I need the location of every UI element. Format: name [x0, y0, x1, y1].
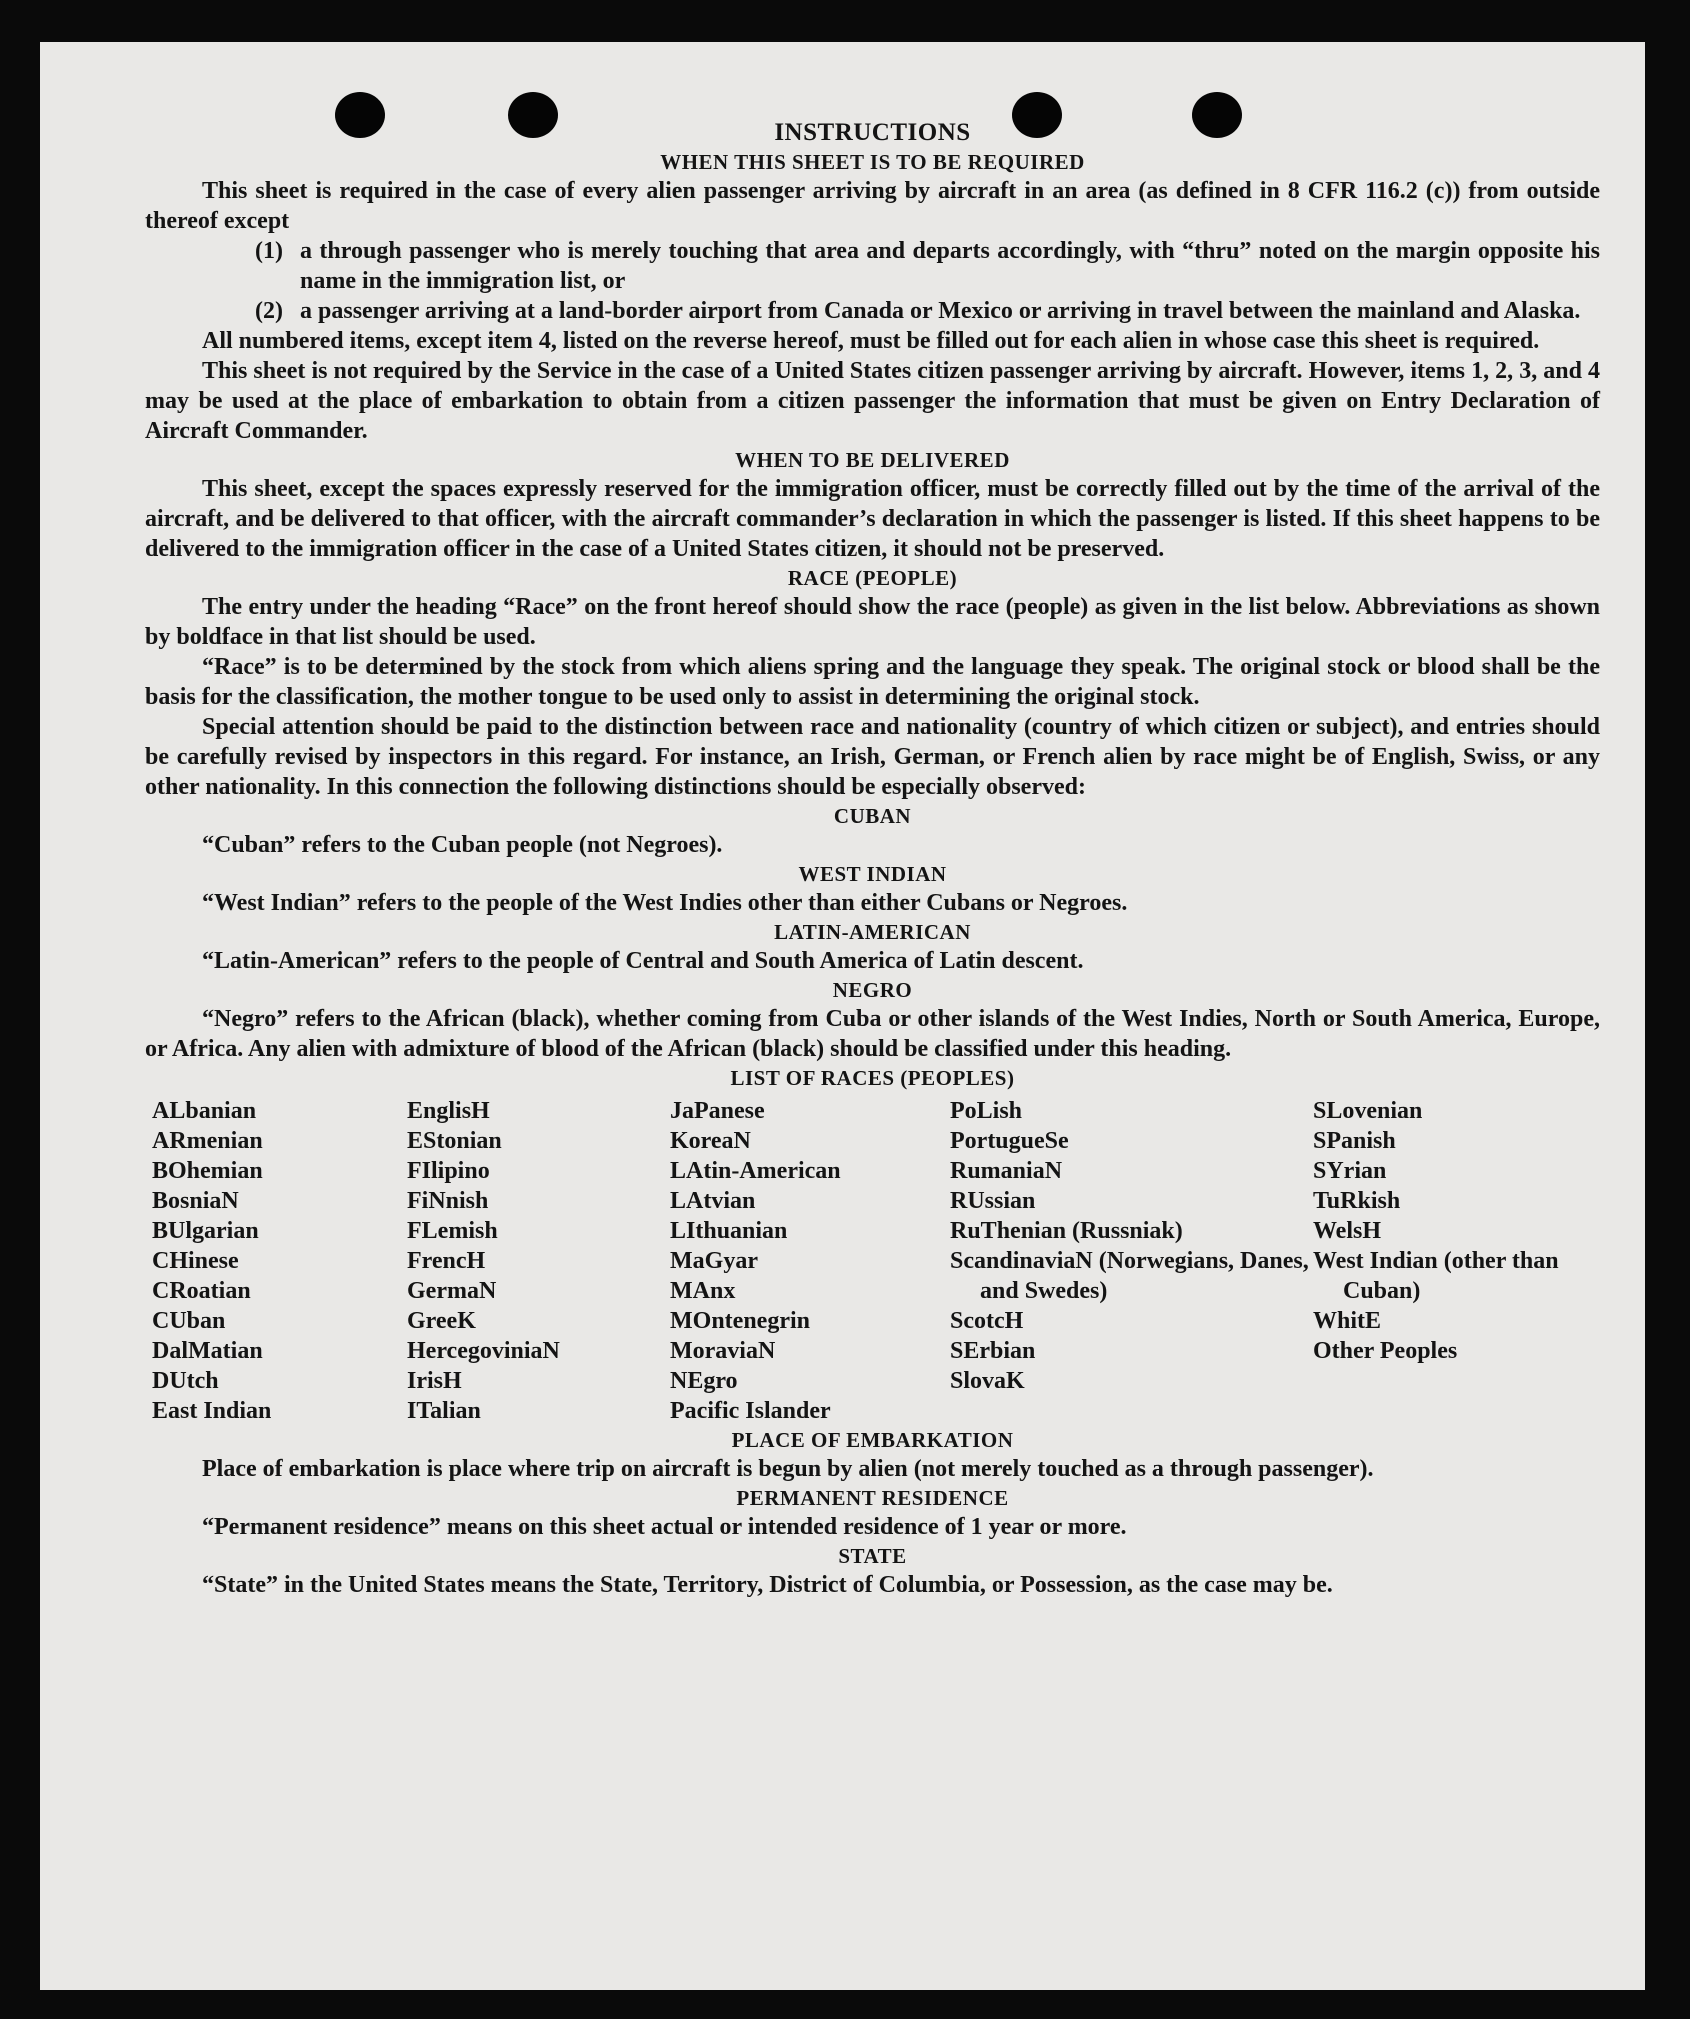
heading-when-required: WHEN THIS SHEET IS TO BE REQUIRED — [660, 150, 1085, 174]
race-entry: DalMatian — [152, 1338, 263, 1364]
race-entry: FLemish — [407, 1218, 498, 1244]
race-entry: GermaN — [407, 1278, 497, 1304]
race-entry: ARmenian — [152, 1128, 263, 1154]
race-entry: JaPanese — [670, 1098, 765, 1124]
race-entry: ALbanian — [152, 1098, 257, 1124]
race-entry: BOhemian — [152, 1158, 263, 1184]
paragraph: “Latin-American” refers to the people of Central and South America of Latin descent. — [202, 948, 1084, 974]
race-entry: BUlgarian — [152, 1218, 259, 1244]
paragraph: “State” in the United States means the State, Territory, District of Columbia, or Possession, as the case may be. — [202, 1572, 1333, 1598]
paragraph: This sheet is not required by the Service in the case of a United States citizen passenger arriving by aircraft. However, items 1, 2, 3, and 4 may be used at the place of embarkation to obtain from a citizen passenger the information that must be given on Entry Declaration of Aircraft Commander. — [145, 358, 1600, 444]
race-entry: RumaniaN — [950, 1158, 1063, 1184]
race-entry: MAnx — [670, 1278, 736, 1304]
paragraph: “West Indian” refers to the people of the West Indies other than either Cubans or Negroes. — [202, 890, 1128, 916]
race-entry: CHinese — [152, 1248, 239, 1274]
race-entry: Other Peoples — [1313, 1338, 1458, 1364]
race-entry: CUban — [152, 1308, 226, 1334]
heading-residence: PERMANENT RESIDENCE — [736, 1486, 1009, 1510]
heading-list-of-races: LIST OF RACES (PEOPLES) — [730, 1066, 1015, 1090]
race-entry: EStonian — [407, 1128, 502, 1154]
race-entry: WhitE — [1313, 1308, 1382, 1334]
race-entry: LAtvian — [670, 1188, 756, 1214]
race-column — [152, 1096, 407, 1426]
item-number: (1) — [255, 238, 283, 264]
paragraph: The entry under the heading “Race” on the front hereof should show the race (people) as given in the list below. Abbreviations as shown by boldface in that list should be used. — [145, 594, 1600, 650]
race-entry: MOntenegrin — [670, 1308, 810, 1334]
item-number: (2) — [255, 298, 283, 324]
race-entry: TuRkish — [1313, 1188, 1401, 1214]
race-entry: PoLish — [950, 1098, 1023, 1124]
paragraph: Special attention should be paid to the distinction between race and nationality (country of which citizen or subject), and entries should be carefully revised by inspectors in this regard. For instance, an Irish, German, or French alien by race might be of English, Swiss, or any other nationality. In this connection the following distinctions should be especially observed: — [145, 714, 1600, 800]
race-entry: SLovenian — [1313, 1098, 1423, 1124]
race-entry: MaGyar — [670, 1248, 758, 1274]
race-entry: MoraviaN — [670, 1338, 776, 1364]
race-entry: LAtin-American — [670, 1158, 841, 1184]
race-entry: ITalian — [407, 1398, 481, 1424]
race-entry: SYrian — [1313, 1158, 1387, 1184]
paragraph: Place of embarkation is place where trip on aircraft is begun by alien (not merely touched as a through passenger). — [202, 1456, 1374, 1482]
instructions-text — [145, 117, 1600, 1600]
heading-west-indian: WEST INDIAN — [798, 862, 947, 886]
heading-embarkation: PLACE OF EMBARKATION — [731, 1428, 1014, 1452]
race-entry: FiNnish — [407, 1188, 489, 1214]
race-entry: FrencH — [407, 1248, 486, 1274]
race-list — [152, 1096, 1600, 1426]
heading-when-delivered: WHEN TO BE DELIVERED — [735, 448, 1010, 472]
race-entry: KoreaN — [670, 1128, 751, 1154]
race-column — [407, 1096, 670, 1426]
race-column — [670, 1096, 950, 1426]
race-entry: ScandinaviaN (Norwegians, Danes, and Swedes) — [950, 1248, 1309, 1304]
item-text: a passenger arriving at a land-border airport from Canada or Mexico or arriving in travel between the mainland and Alaska. — [300, 298, 1581, 324]
race-entry: LIthuanian — [670, 1218, 788, 1244]
race-entry: RUssian — [950, 1188, 1036, 1214]
race-entry: RuThenian (Russniak) — [950, 1218, 1183, 1244]
race-entry: West Indian (other than Cuban) — [1313, 1248, 1559, 1304]
heading-negro: NEGRO — [832, 978, 913, 1002]
race-entry: PortugueSe — [950, 1128, 1069, 1154]
document-page — [40, 42, 1645, 1990]
heading-latin-american: LATIN-AMERICAN — [774, 920, 971, 944]
paragraph: This sheet is required in the case of every alien passenger arriving by aircraft in an area (as defined in 8 CFR 116.2 (c)) from outside thereof except — [145, 178, 1600, 234]
item-text: a through passenger who is merely touching that area and departs accordingly, with “thru” noted on the margin opposite his name in the immigration list, or — [300, 238, 1600, 294]
heading-cuban: CUBAN — [833, 804, 912, 828]
list-item — [255, 236, 1600, 296]
race-entry: EnglisH — [407, 1098, 490, 1124]
race-entry: IrisH — [407, 1368, 462, 1394]
race-entry: SPanish — [1313, 1128, 1396, 1154]
race-entry: Pacific Islander — [670, 1398, 831, 1424]
race-entry: ScotcH — [950, 1308, 1024, 1334]
race-entry: GreeK — [407, 1308, 476, 1334]
paragraph: All numbered items, except item 4, listed on the reverse hereof, must be filled out for each alien in whose case this sheet is required. — [202, 328, 1540, 354]
heading-race: RACE (PEOPLE) — [787, 566, 958, 590]
paragraph: “Permanent residence” means on this sheet actual or intended residence of 1 year or more. — [202, 1514, 1127, 1540]
race-entry: WelsH — [1313, 1218, 1382, 1244]
race-entry: CRoatian — [152, 1278, 251, 1304]
race-column — [950, 1096, 1313, 1426]
heading-state: STATE — [838, 1544, 907, 1568]
paragraph: “Negro” refers to the African (black), whether coming from Cuba or other islands of the West Indies, North or South America, Europe, or Africa. Any alien with admixture of blood of the African (black) should be classified under this heading. — [145, 1006, 1600, 1062]
race-entry: DUtch — [152, 1368, 219, 1394]
race-entry: NEgro — [670, 1368, 738, 1394]
paragraph: “Cuban” refers to the Cuban people (not Negroes). — [202, 832, 723, 858]
race-entry: FIlipino — [407, 1158, 490, 1184]
race-column — [1313, 1096, 1607, 1426]
race-entry: SErbian — [950, 1338, 1036, 1364]
paragraph: This sheet, except the spaces expressly reserved for the immigration officer, must be correctly filled out by the time of the arrival of the aircraft, and be delivered to that officer, with the aircraft commander’s declaration in which the passenger is listed. If this sheet happens to be delivered to the immigration officer in the case of a United States citizen, it should not be preserved. — [145, 476, 1600, 562]
paragraph: “Race” is to be determined by the stock from which aliens spring and the language they speak. The original stock or blood shall be the basis for the classification, the mother tongue to be used only to assist in determining the original stock. — [145, 654, 1600, 710]
race-entry: East Indian — [152, 1398, 272, 1424]
page-title: INSTRUCTIONS — [774, 119, 971, 146]
race-entry: SlovaK — [950, 1368, 1025, 1394]
race-entry: HercegoviniaN — [407, 1338, 560, 1364]
race-entry: BosniaN — [152, 1188, 239, 1214]
list-item — [255, 296, 1600, 326]
